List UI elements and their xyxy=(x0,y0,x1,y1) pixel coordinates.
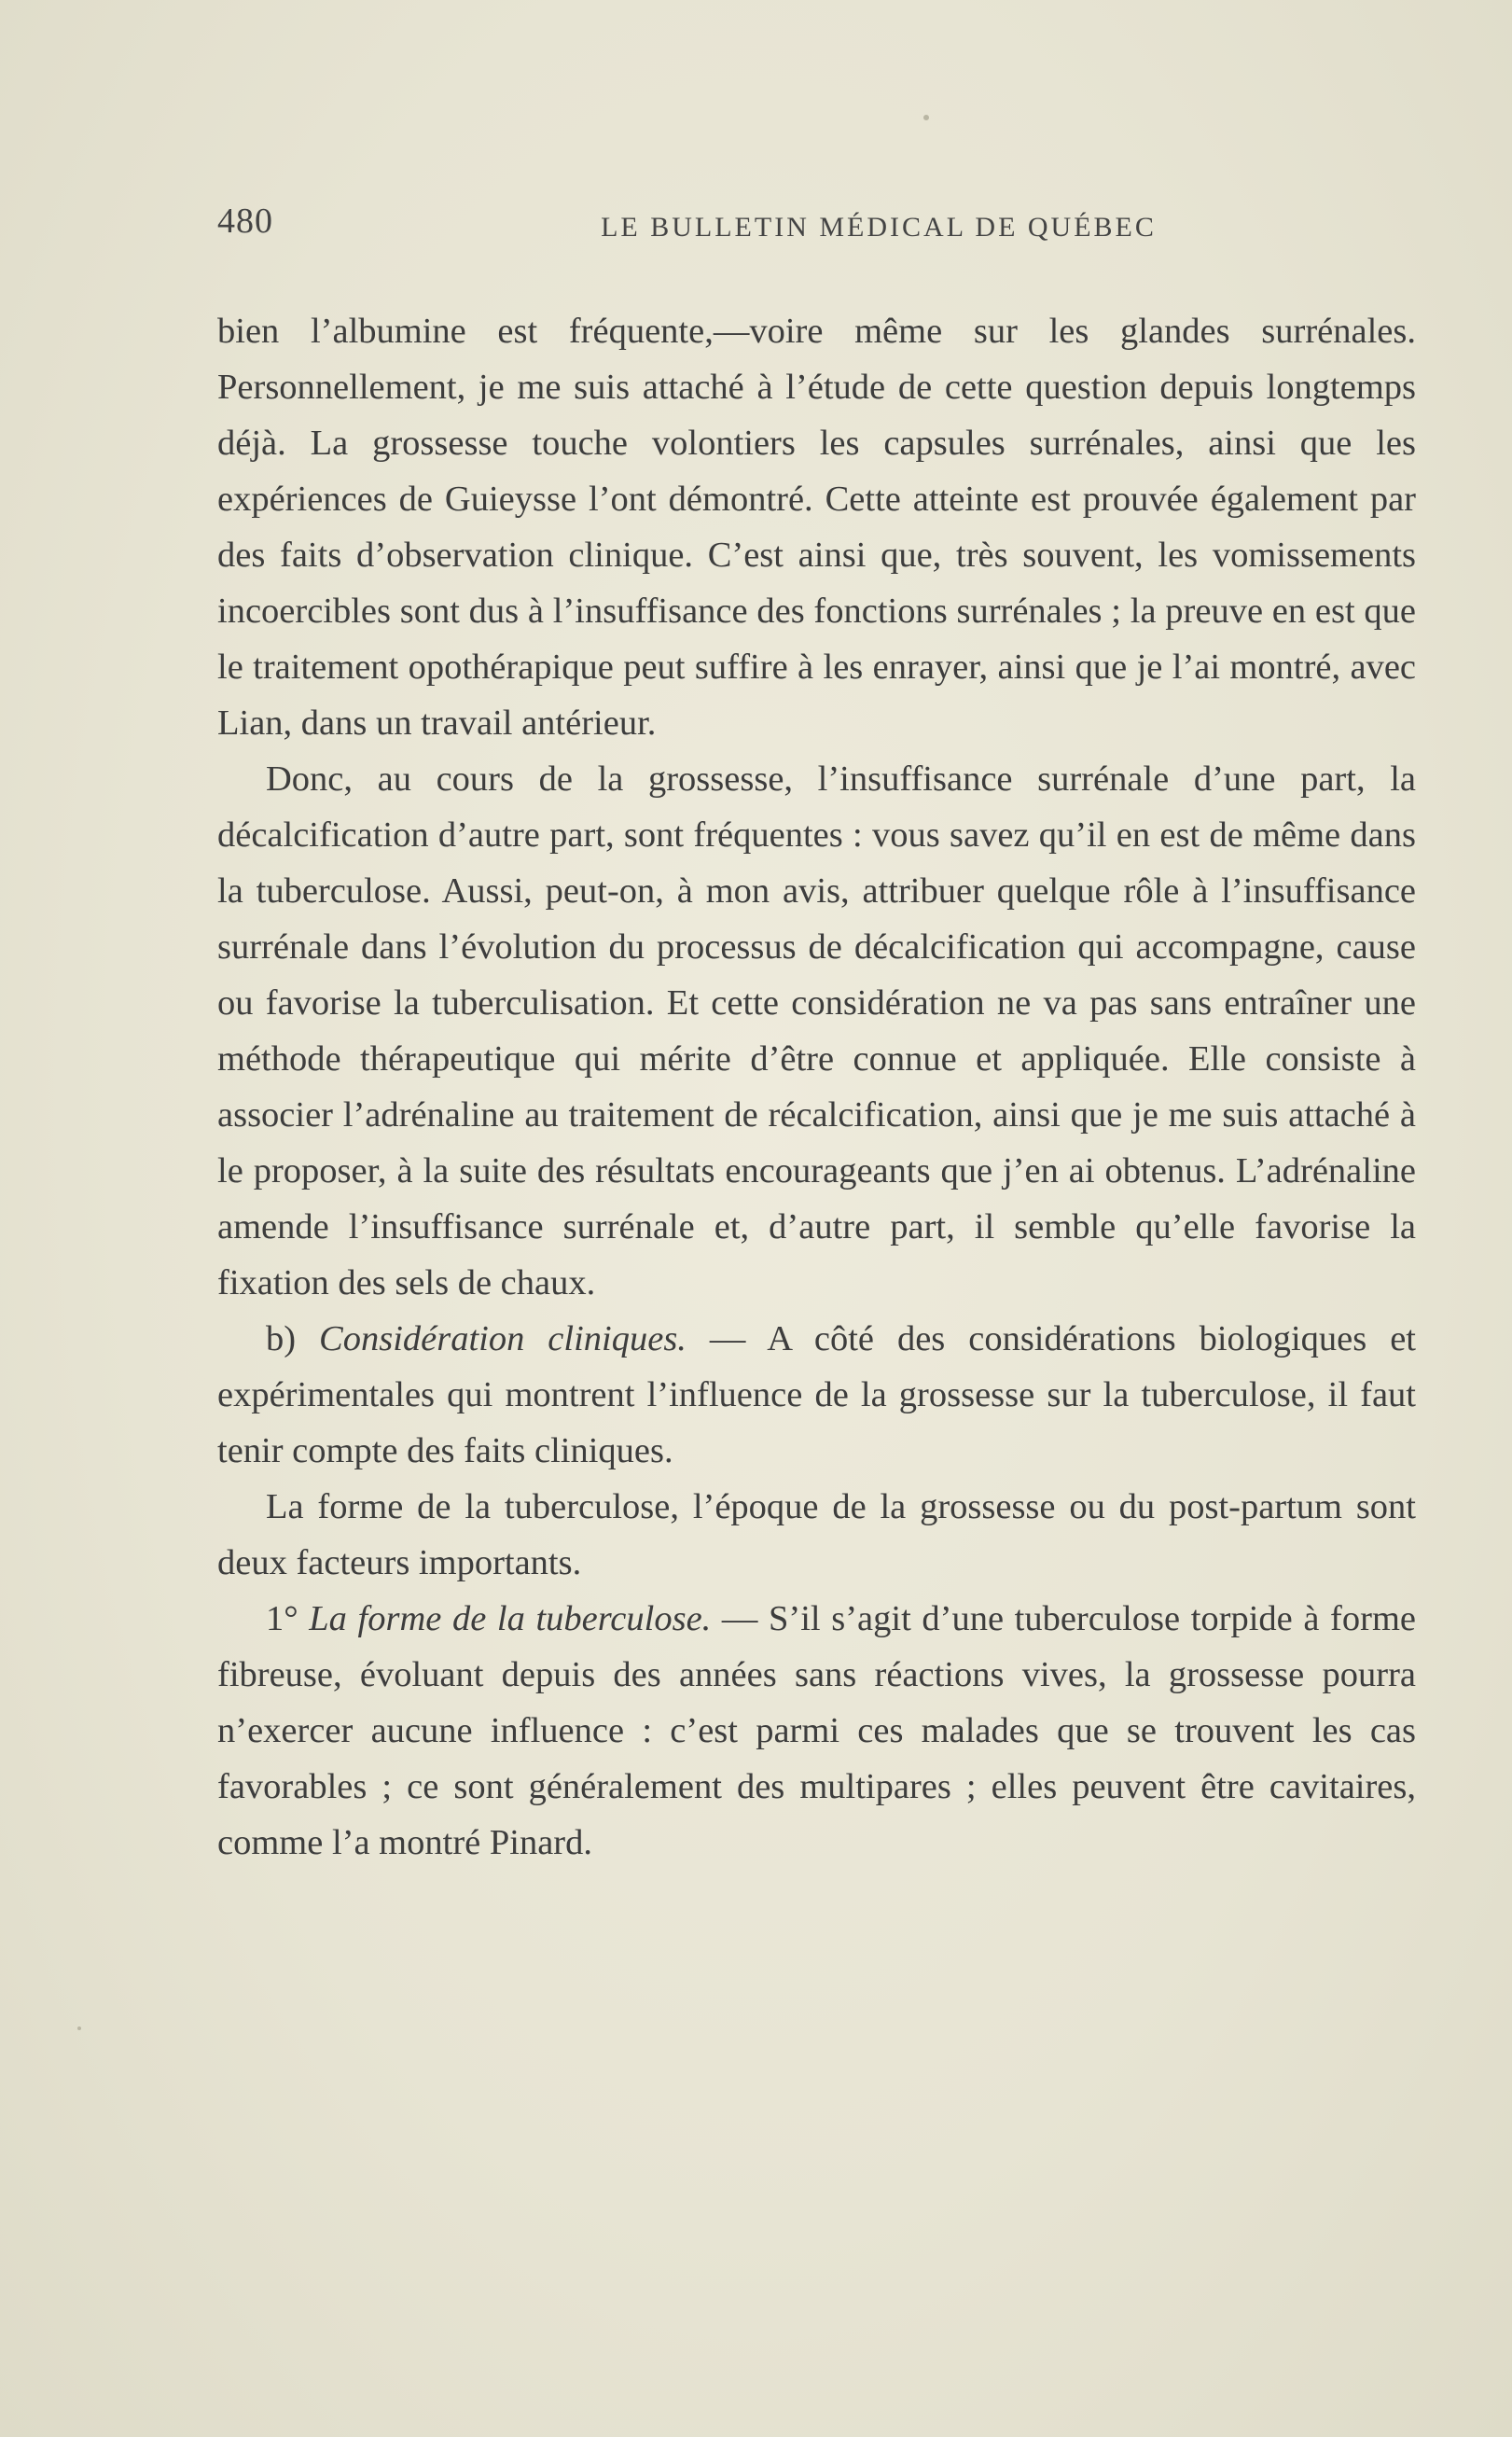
body-text xyxy=(217,303,1416,1871)
paragraph xyxy=(217,751,1416,1311)
journal-title: LE BULLETIN MÉDICAL DE QUÉBEC xyxy=(601,212,1157,243)
section-heading: La forme de la tuberculose. xyxy=(309,1599,712,1638)
paragraph-text: La forme de la tuberculose, l’époque de la grossesse ou du post-partum sont deux facteurs importants. xyxy=(217,1487,1416,1582)
paragraph xyxy=(217,1591,1416,1871)
running-head xyxy=(217,201,1419,257)
paper-speck xyxy=(77,2026,81,2030)
section-label: b) xyxy=(266,1319,320,1358)
section-heading: Considération cliniques. xyxy=(319,1319,687,1358)
paragraph-text: Donc, au cours de la grossesse, l’insuffisance surrénale d’une part, la décalcification d’autre part, sont fréquentes : vous savez qu’il en est de même dans la tuberculose. Aussi, peut-on, à mon avis, attribuer quelque rôle à l’insuffisance surrénale dans l’évolution du processus de décalcification qui accompagne, cause ou favorise la tuberculisation. Et cette considération ne va pas sans entraîner une méthode thérapeutique qui mérite d’être connue et appliquée. Elle consiste à associer l’adrénaline au traitement de récalcification, ainsi que je me suis attaché à le proposer, à la suite des résultats encourageants que j’en ai obtenus. L’adrénaline amende l’insuffisance surrénale et, d’autre part, il semble qu’elle favorise la fixation des sels de chaux. xyxy=(217,759,1416,1302)
paragraph xyxy=(217,1311,1416,1479)
paragraph xyxy=(217,303,1416,751)
page-number: 480 xyxy=(217,202,273,241)
paragraph-text: — S’il s’agit d’une tuberculose torpide à forme fibreuse, évoluant depuis des années sans réactions vives, la grossesse pourra n’exercer aucune influence : c’est parmi ces malades que se trouvent les cas favorables ; ce sont généralement des multipares ; elles peuvent être cavitaires, comme l’a montré Pinard. xyxy=(217,1599,1416,1862)
section-label: 1° xyxy=(266,1599,310,1638)
paragraph-text: bien l’albumine est fréquente,—voire même sur les glandes surrénales. Personnellement, je me suis attaché à l’étude de cette question depuis longtemps déjà. La grossesse touche volontiers les capsules surrénales, ainsi que les expériences de Guieysse l’ont démontré. Cette atteinte est prouvée également par des faits d’observation clinique. C’est ainsi que, très souvent, les vomissements incoercibles sont dus à l’insuffisance des fonctions surrénales ; la preuve en est que le traitement opothérapique peut suffire à les enrayer, ainsi que je l’ai montré, avec Lian, dans un travail antérieur. xyxy=(217,312,1416,743)
paragraph-text: — A côté des considérations biologiques et expérimentales qui montrent l’influence de la grossesse sur la tuberculose, il faut tenir compte des faits cliniques. xyxy=(217,1319,1416,1470)
paper-speck xyxy=(923,115,929,120)
paragraph xyxy=(217,1479,1416,1591)
